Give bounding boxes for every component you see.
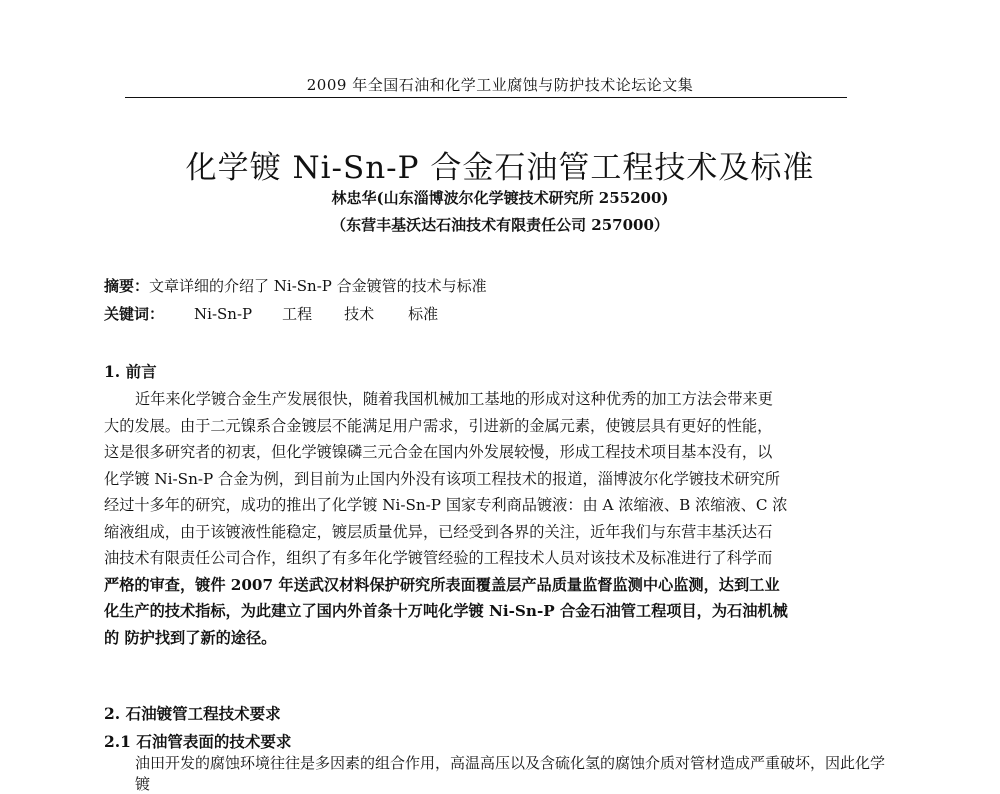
abstract-text: 文章详细的介绍了 Ni-Sn-P 合金镀管的技术与标准 (149, 277, 487, 295)
body-line: 近年来化学镀合金生产发展很快，随着我国机械加工基地的形成对这种优秀的加工方法会带来更 (135, 390, 773, 408)
keyword-1: Ni-Sn-P (194, 305, 253, 323)
body-line: 油技术有限责任公司合作，组织了有多年化学镀管经验的工程技术人员对该技术及标准进行了科学而 (104, 549, 773, 567)
affiliation-line: （东营丰基沃达石油技术有限责任公司 257000） (331, 216, 669, 234)
section-1-heading: 1. 前言 (104, 362, 157, 381)
body-line: 大的发展。由于二元镍系合金镀层不能满足用户需求，引进新的金属元素，使镀层具有更好的性能， (104, 416, 773, 435)
body-line: 化生产的技术指标，为此建立了国内外首条十万吨化学镀 Ni-Sn-P 合金石油管工程项目，为石油机械 (104, 602, 788, 620)
paper-title: 化学镀 Ni-Sn-P 合金石油管工程技术及标准 (185, 150, 815, 186)
section-2-heading: 2. 石油镀管工程技术要求 (104, 704, 281, 723)
body-line: 严格的审查，镀件 2007 年送武汉材料保护研究所表面覆盖层产品质量监督监测中心监测，达到工业 (104, 575, 780, 594)
keyword-4: 标准 (408, 305, 439, 323)
body-line: 这是很多研究者的初衷，但化学镀镍磷三元合金在国内外发展较慢，形成工程技术项目基本没有，以 (104, 443, 773, 461)
author-line: 林忠华(山东淄博波尔化学镀技术研究所 255200) (331, 189, 669, 207)
section-2-1-heading: 2.1 石油管表面的技术要求 (104, 732, 292, 751)
keywords-label: 关键词： (104, 305, 165, 323)
keywords (104, 303, 438, 324)
running-header: 2009 年全国石油和化学工业腐蚀与防护技术论坛论文集 (306, 76, 694, 94)
abstract (104, 275, 487, 296)
body-line: 化学镀 Ni-Sn-P 合金为例，到目前为止国内外没有该项工程技术的报道，淄博波尔化学镀技术研究所 (104, 469, 780, 488)
keyword-2: 工程 (282, 305, 313, 323)
body-line: 经过十多年的研究，成功的推出了化学镀 Ni-Sn-P 国家专利商品镀液：由 A 浓缩液、B 浓缩液、C 浓 (104, 496, 788, 514)
cutoff-text-line: 油田开发的腐蚀环境往往是多因素的组合作用，高温高压以及含硫化氢的腐蚀介质对管材造成严重破坏，因此化学镀 (135, 754, 886, 793)
abstract-label: 摘要： (104, 277, 150, 295)
body-line: 的 防护找到了新的途径。 (104, 628, 277, 647)
keyword-3: 技术 (344, 305, 375, 323)
header-rule (125, 97, 847, 98)
body-line: 缩液组成，由于该镀液性能稳定，镀层质量优异，已经受到各界的关注，近年我们与东营丰基沃达石 (104, 522, 773, 541)
section-1-body (104, 386, 896, 651)
